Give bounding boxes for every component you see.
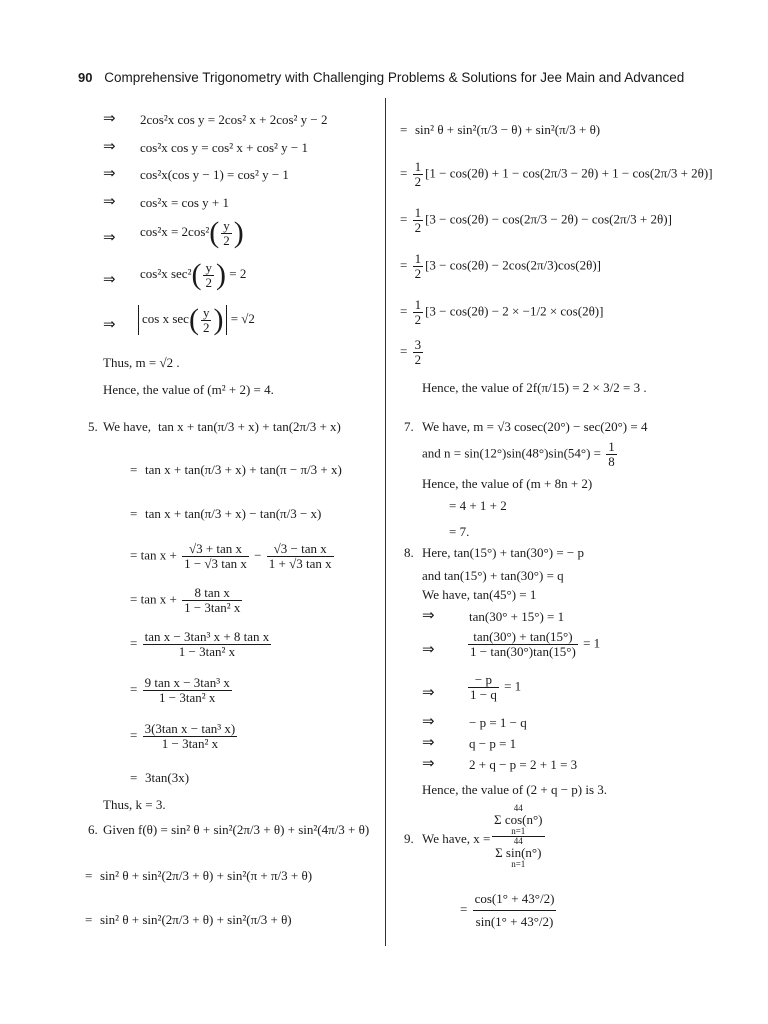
q8-line-5: $\frac{\tan(30^\circ) + \tan(15^\circ)}{1 - \tan(30^\circ)\tan(15^\circ)}$ = 1 [470,629,601,659]
eq-sign: = [130,462,138,477]
question-8-number: 8. [404,545,414,560]
right-line-5: = $\frac{1}{2}$ [3 − cos(2θ) − 2 × −1/2 × cos(2θ)] [400,297,604,327]
right-line-2: = $\frac{1}{2}$ [1 − cos(2θ) + 1 − cos(2π/3 − 2θ) + 1 − cos(2π/3 + 2θ)] [400,159,713,189]
q9-sum-fraction: 44 Σ cos(n°) n=1 44 Σ sin(n°) n=1 [494,803,543,869]
page-number: 90 [78,70,93,85]
implies-symbol: ⇒ [422,754,435,772]
question-9-number: 9. [404,831,414,846]
thus-m: Thus, m = √2 . [103,355,180,370]
q7-line-4: = 4 + 1 + 2 [449,498,507,513]
hence-m: Hence, the value of (m² + 2) = 4. [103,382,274,397]
question-6-number: 6. [88,822,98,837]
implies-symbol: ⇒ [103,137,116,155]
implies-symbol: ⇒ [103,192,116,210]
q5-line-9: 3tan(3x) [145,770,190,785]
q7-line-5: = 7. [449,524,470,539]
left-line-2: cos²x cos y = cos² x + cos² y − 1 [140,140,309,155]
implies-symbol: ⇒ [422,683,435,701]
eq-sign: = [130,506,138,521]
q8-line-4: tan(30° + 15°) = 1 [469,609,565,624]
right-line-3: = $\frac{1}{2}$ [3 − cos(2θ) − cos(2π/3 − 2θ) − cos(2π/3 + 2θ)] [400,205,672,235]
column-divider [385,98,386,946]
q5-line-4: = tan x + $\frac{\text{√3 + tan x}}{\text{1 − √3 tan x}}$ − $\frac{\text{√3 − tan x}}{\text{1 + √3 tan x}}$ [130,541,332,571]
hence-q8: Hence, the value of (2 + q − p) is 3. [422,782,608,797]
left-line-5: cos²x = 2cos²( $\frac{y}{2}$ ) [140,216,244,249]
q8-line-2: and tan(15°) + tan(30°) = q [422,568,564,583]
q9-intro: We have, x = [422,831,491,846]
q8-line-1: Here, tan(15°) + tan(30°) = − p [422,545,584,560]
q5-line-2: tan x + tan(π/3 + x) + tan(π − π/3 + x) [145,462,342,477]
left-line-1: 2cos²x cos y = 2cos² x + 2cos² y − 2 [140,112,328,127]
q5-line-8: = $\frac{\text{3(3tan x − tan³ x)}}{\text{1 − 3tan² x}}$ [130,721,236,751]
left-line-4: cos²x = cos y + 1 [140,195,229,210]
left-line-3: cos²x(cos y − 1) = cos² y − 1 [140,167,289,182]
page-header [78,70,698,85]
question-7-number: 7. [404,419,414,434]
implies-symbol: ⇒ [422,606,435,624]
q8-line-8: q − p = 1 [469,736,517,751]
q6-line-1: sin² θ + sin²(2π/3 + θ) + sin²(π + π/3 + θ) [100,868,313,883]
eq-sign: = [400,122,408,137]
thus-k: Thus, k = 3. [103,797,166,812]
q6-intro: Given f(θ) = sin² θ + sin²(2π/3 + θ) + sin²(4π/3 + θ) [103,822,370,837]
q9-line-2: = $\frac{\cos(1^\circ + 43^\circ/2)}{\sin(1^\circ + 43^\circ/2)}$ [460,888,558,933]
eq-sign: = [85,912,93,927]
right-line-1: sin² θ + sin²(π/3 − θ) + sin²(π/3 + θ) [415,122,601,137]
eq-sign: = [130,770,138,785]
book-title: Comprehensive Trigonometry with Challenging Problems & Solutions for Jee Main and Advanced [104,70,685,85]
left-line-6: cos²x sec²( $\frac{y}{2}$ ) = 2 [140,258,247,291]
q7-line-2: and n = sin(12°)sin(48°)sin(54°) = $\frac{1}{8}$ [422,439,615,469]
q7-line-1: We have, m = √3 cosec(20°) − sec(20°) = 4 [422,419,648,434]
q8-line-3: We have, tan(45°) = 1 [422,587,537,602]
q5-line-3: tan x + tan(π/3 + x) − tan(π/3 − x) [145,506,322,521]
implies-symbol: ⇒ [103,164,116,182]
hence-2f: Hence, the value of 2f(π/15) = 2 × 3/2 = 3 . [422,380,647,395]
question-5-number: 5. [88,419,98,434]
q6-line-2: sin² θ + sin²(2π/3 + θ) + sin²(π/3 + θ) [100,912,292,927]
eq-sign: = [85,868,93,883]
implies-symbol: ⇒ [103,270,116,288]
implies-symbol: ⇒ [103,315,116,333]
implies-symbol: ⇒ [422,640,435,658]
q5-line-6: = $\frac{\text{tan x − 3tan³ x + 8 tan x}}{\text{1 − 3tan² x}}$ [130,629,270,659]
implies-symbol: ⇒ [422,733,435,751]
implies-symbol: ⇒ [103,228,116,246]
q7-line-3: Hence, the value of (m + 8n + 2) [422,476,593,491]
q5-line-7: = $\frac{\text{9 tan x − 3tan³ x}}{\text{1 − 3tan² x}}$ [130,675,230,705]
q5-intro: We have, [103,419,152,434]
q5-line-1: tan x + tan(π/3 + x) + tan(2π/3 + x) [158,419,341,434]
q5-line-5: = tan x + $\frac{\text{8 tan x}}{\text{1 − 3tan² x}}$ [130,585,241,615]
q8-line-7: − p = 1 − q [469,715,527,730]
q8-line-6: $\frac{- p}{1 - q}$ = 1 [470,672,522,702]
right-line-4: = $\frac{1}{2}$ [3 − cos(2θ) − 2cos(2π/3)cos(2θ)] [400,251,602,281]
right-line-6: = $\frac{3}{2}$ [400,337,422,367]
implies-symbol: ⇒ [422,712,435,730]
implies-symbol: ⇒ [103,109,116,127]
q8-line-9: 2 + q − p = 2 + 1 = 3 [469,757,578,772]
left-line-7: cos x sec( $\frac{y}{2}$ ) = √2 [138,305,255,335]
